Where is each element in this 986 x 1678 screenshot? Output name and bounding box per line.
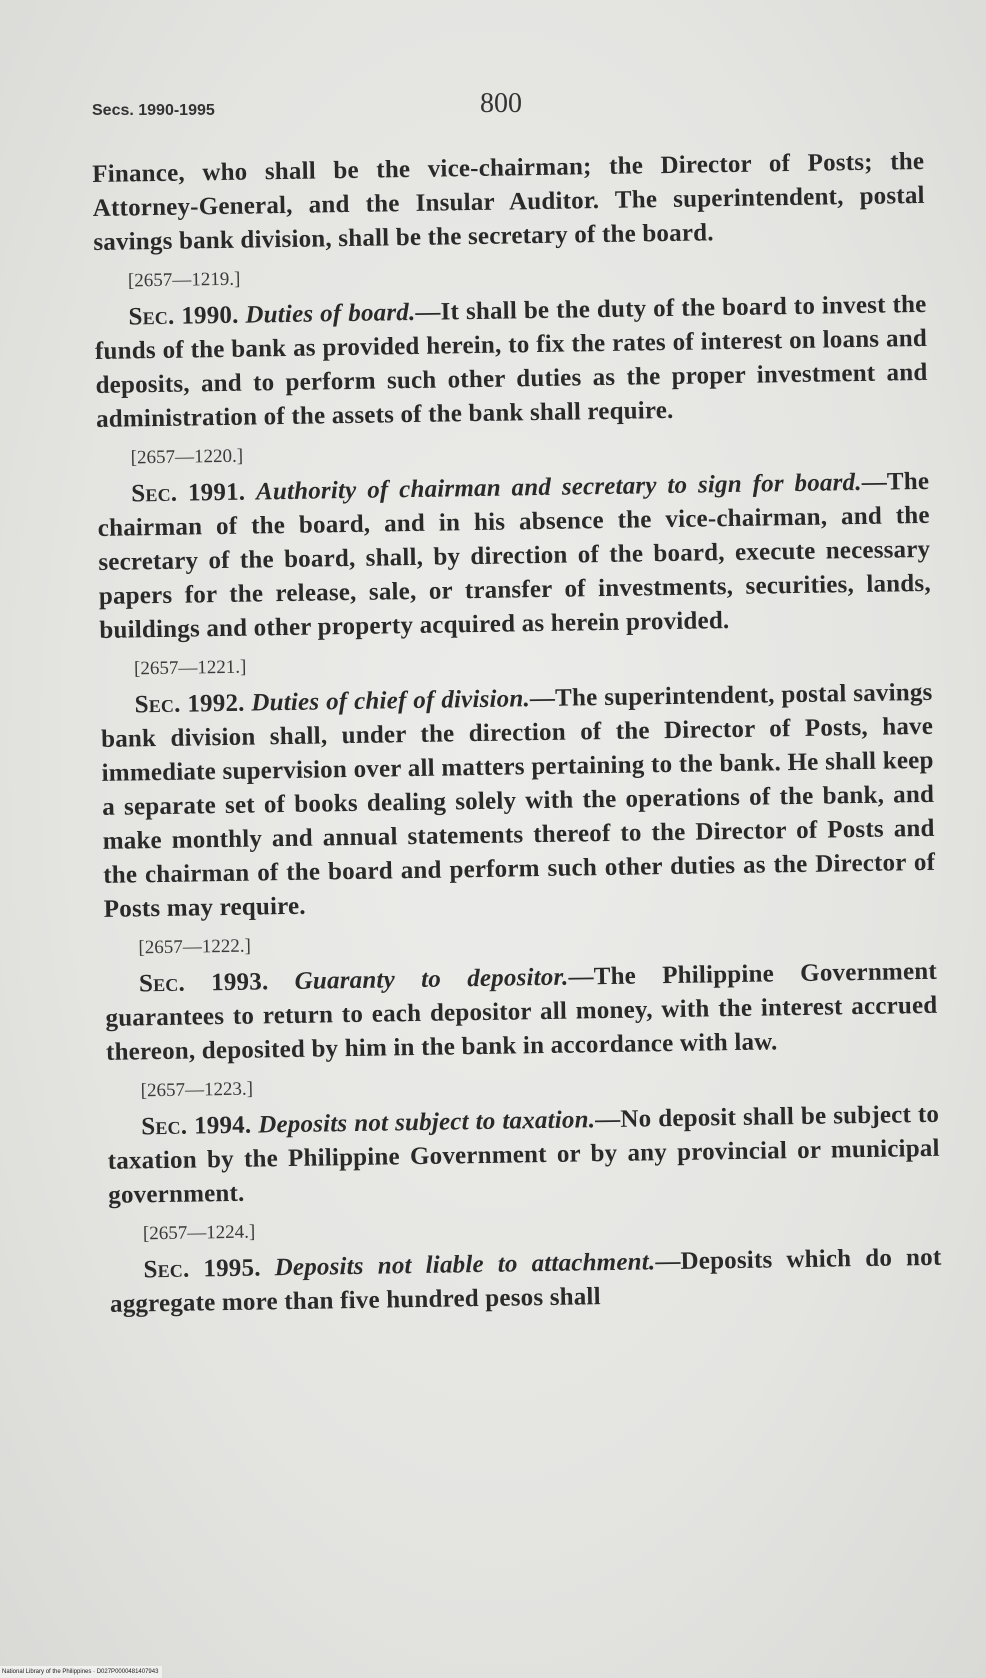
page-header — [92, 88, 932, 128]
section-paragraph — [105, 955, 938, 1070]
section-title: Duties of chief of division. — [251, 685, 531, 717]
section-paragraph — [100, 676, 936, 927]
section-citation: [2657—1223.] — [140, 1078, 254, 1102]
section-1991 — [97, 433, 932, 648]
section-text: —The chairman of the board, and in his absence the vice-chairman, and the secretary of the board, shall, by direction of the board, execute necessary papers for the release, sale, or transfer of investments, securities, lands, buildings and other property acquired as herein provided. — [97, 467, 931, 644]
section-title: Authority of chairman and secretary to sign for board. — [255, 468, 862, 506]
section-1993 — [104, 923, 938, 1070]
section-citation: [2657—1222.] — [138, 935, 251, 959]
section-range: Secs. 1990-1995 — [92, 102, 215, 119]
section-text: —Deposits which do not aggregate more than five hundred pesos shall — [109, 1243, 942, 1318]
section-citation: [2657—1219.] — [127, 268, 241, 292]
section-1992 — [100, 644, 936, 927]
page-number: 800 — [480, 88, 522, 119]
section-label: Sec. 1991. — [131, 478, 246, 508]
section-citation: [2657—1224.] — [142, 1221, 256, 1245]
section-label: Sec. 1990. — [128, 301, 239, 331]
section-title: Deposits not liable to attachment. — [274, 1248, 656, 1282]
section-citation: [2657—1220.] — [130, 445, 244, 469]
section-label: Sec. 1994. — [141, 1111, 252, 1141]
section-1995 — [109, 1209, 942, 1322]
section-text: —No deposit shall be subject to taxation by the Philippine Government or by any provincial or municipal government. — [107, 1100, 940, 1209]
section-1994 — [106, 1066, 940, 1213]
section-1990 — [94, 256, 929, 437]
section-paragraph — [107, 1098, 940, 1213]
page-body — [92, 145, 942, 1322]
intro-paragraph: Finance, who shall be the vice-chairman; the Director of Posts; the Attorney-General, and the Insular Auditor. The superintendent, postal savings bank division, shall be the secretary of the board. — [92, 147, 925, 256]
section-text: —The superintendent, postal savings bank division shall, under the direction of the Director of Posts, have immediate supervision over all matters pertaining to the bank. He shall keep a separate set of books dealing solely with the operations of the bank, and make monthly and annual statements thereof to the Director of Posts and the chairman of the board and perform such other duties as the Director of Posts may require. — [100, 678, 936, 923]
section-title: Guaranty to depositor. — [294, 963, 569, 995]
section-title: Duties of board. — [245, 298, 416, 329]
section-label: Sec. 1992. — [134, 689, 245, 719]
section-paragraph — [109, 1241, 942, 1322]
section-text: —The Philippine Government guarantees to return to each depositor all money, with the interest accrued thereon, deposited by him in the bank in accordance with law. — [105, 957, 938, 1066]
section-label: Sec. 1993. — [138, 968, 269, 998]
scan-footer: National Library of the Philippines · D027P0000481407943 — [0, 1666, 162, 1678]
section-title: Deposits not subject to taxation. — [258, 1106, 596, 1139]
section-citation: [2657—1221.] — [133, 656, 247, 680]
section-text: —It shall be the duty of the board to invest the funds of the bank as provided herein, to fix the rates of interest on loans and deposits, and to perform such other duties as the proper investment and administration of the assets of the bank shall require. — [94, 290, 928, 433]
section-paragraph — [94, 288, 928, 437]
section-label: Sec. 1995. — [143, 1254, 261, 1284]
section-paragraph — [97, 465, 932, 648]
